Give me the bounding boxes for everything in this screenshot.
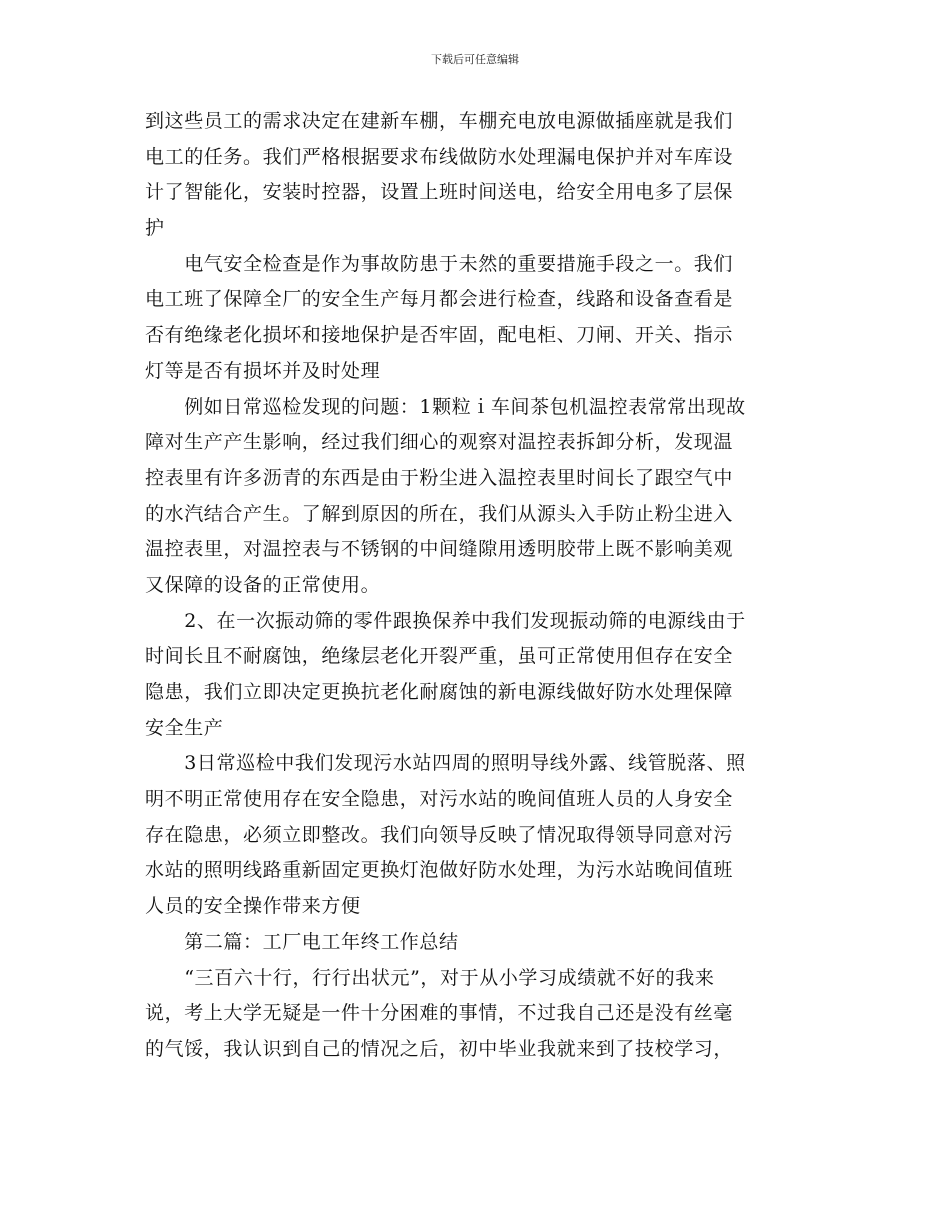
text-line: 隐患，我们立即决定更换抗老化耐腐蚀的新电源线做好防水处理保障 bbox=[145, 681, 734, 703]
text-line: 电工班了保障全厂的安全生产每月都会进行检查，线路和设备查看是 bbox=[145, 288, 734, 311]
text-line: 明不明正常使用存在安全隐患，对污水站的晚间值班人员的人身安全 bbox=[145, 788, 734, 811]
section-heading: 第二篇：工厂电工年终工作总结 bbox=[145, 930, 459, 953]
text-line: 例如日常巡检发现的问题：1颗粒ｉ车间茶包机温控表常常出现故 bbox=[145, 395, 746, 418]
document-body bbox=[145, 104, 825, 1068]
text-line: 到这些员工的需求决定在建新车棚，车棚充电放电源做插座就是我们 bbox=[145, 110, 734, 132]
text-line: 电气安全检查是作为事故防患于未然的重要措施手段之一。我们 bbox=[145, 252, 734, 275]
text-line: 又保障的设备的正常使用。 bbox=[145, 573, 381, 596]
text-line: 控表里有许多沥青的东西是由于粉尘进入温控表里时间长了跟空气中 bbox=[145, 466, 734, 489]
text-line: 说，考上大学无疑是一件十分困难的事情，不过我自己还是没有丝毫 bbox=[145, 1002, 734, 1025]
text-line: 人员的安全操作带来方便 bbox=[145, 895, 361, 918]
text-line: 温控表里，对温控表与不锈钢的中间缝隙用透明胶带上既不影响美观 bbox=[145, 538, 734, 561]
page-header: 下载后可任意编辑 bbox=[431, 53, 519, 66]
text-line: 3日常巡检中我们发现污水站四周的照明导线外露、线管脱落、照 bbox=[145, 752, 746, 775]
text-line: 安全生产 bbox=[145, 716, 224, 739]
text-line: 存在隐患，必须立即整改。我们向领导反映了情况取得领导同意对污 bbox=[145, 823, 734, 846]
text-line: 的水汽结合产生。了解到原因的所在，我们从源头入手防止粉尘进入 bbox=[145, 502, 734, 525]
text-line: 灯等是否有损坏并及时处理 bbox=[145, 359, 381, 382]
text-line: 否有绝缘老化损坏和接地保护是否牢固，配电柜、刀闸、开关、指示 bbox=[145, 324, 734, 347]
text-line: 时间长且不耐腐蚀，绝缘层老化开裂严重，虽可正常使用但存在安全 bbox=[145, 645, 734, 668]
text-line: 护 bbox=[145, 217, 165, 240]
text-line: “三百六十行，行行出状元”，对于从小学习成绩就不好的我来 bbox=[145, 966, 715, 989]
text-line: 2、在一次振动筛的零件跟换保养中我们发现振动筛的电源线由于 bbox=[145, 609, 746, 632]
text-line: 水站的照明线路重新固定更换灯泡做好防水处理，为污水站晚间值班 bbox=[145, 859, 734, 882]
text-line: 电工的任务。我们严格根据要求布线做防水处理漏电保护并对车库设 bbox=[145, 145, 734, 168]
text-line: 障对生产产生影响，经过我们细心的观察对温控表拆卸分析，发现温 bbox=[145, 431, 734, 454]
text-line: 的气馁，我认识到自己的情况之后，初中毕业我就来到了技校学习， bbox=[145, 1037, 734, 1060]
text-line: 计了智能化，安装时控器，设置上班时间送电，给安全用电多了层保 bbox=[145, 181, 734, 204]
